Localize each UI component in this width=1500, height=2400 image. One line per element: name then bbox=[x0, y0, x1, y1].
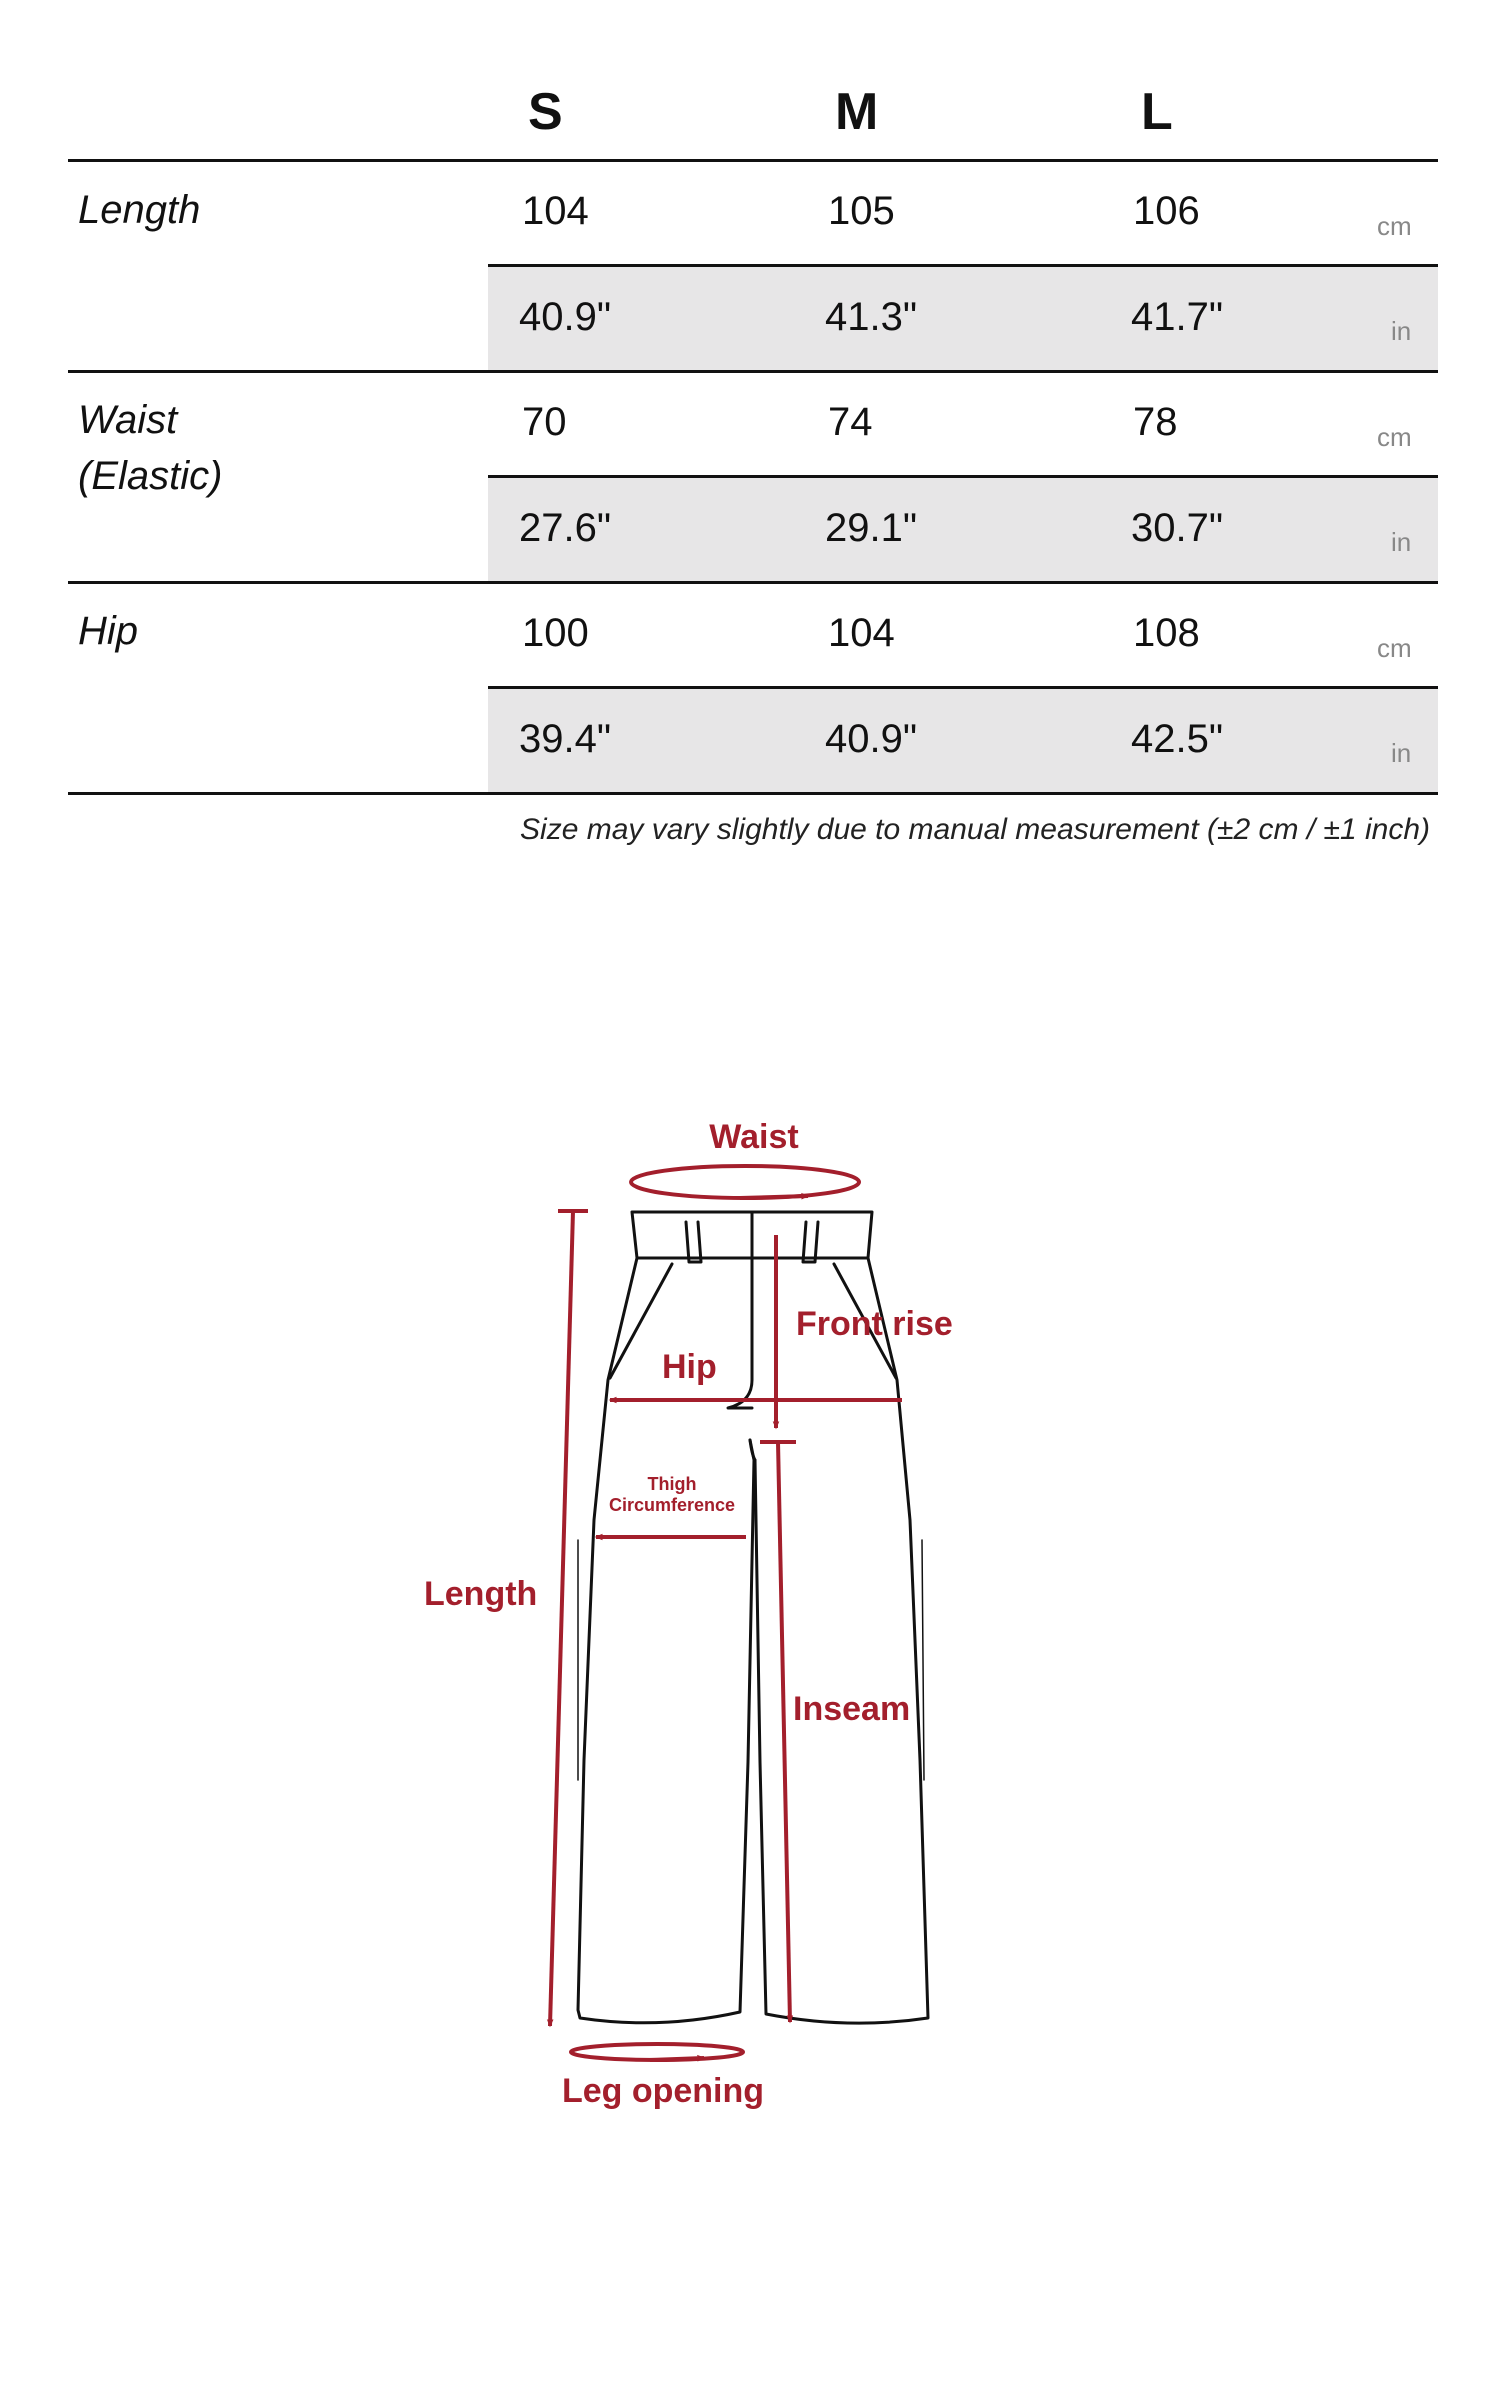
label-inseam: Inseam bbox=[793, 1690, 911, 1728]
hip-s-in: 39.4" bbox=[519, 717, 612, 761]
label-waist: Waist bbox=[709, 1118, 799, 1156]
waist-arrow bbox=[740, 1196, 808, 1198]
table-top-rule bbox=[68, 159, 1438, 162]
waist-s-cm: 70 bbox=[522, 400, 567, 444]
label-hip: Hip bbox=[662, 1348, 717, 1386]
right-seam-line bbox=[922, 1540, 924, 1780]
waist-bottom-rule bbox=[68, 581, 1438, 584]
hip-inch-row-shade bbox=[488, 689, 1438, 792]
length-in-unit: in bbox=[1391, 316, 1412, 346]
inseam-arrow bbox=[778, 1442, 790, 2022]
length-m-cm: 105 bbox=[828, 189, 895, 233]
measurement-note: Size may vary slightly due to manual measurement (±2 cm / ±1 inch) bbox=[520, 813, 1430, 846]
crotch bbox=[750, 1440, 755, 1460]
length-bottom-rule bbox=[68, 370, 1438, 373]
pants-measurement-diagram bbox=[0, 1080, 1500, 2180]
hip-m-cm: 104 bbox=[828, 611, 895, 655]
length-l-cm: 106 bbox=[1133, 189, 1200, 233]
row-label-length: Length bbox=[78, 188, 201, 232]
hip-in-unit: in bbox=[1391, 738, 1412, 768]
hip-m-in: 40.9" bbox=[825, 717, 918, 761]
length-m-in: 41.3" bbox=[825, 295, 918, 339]
hip-s-cm: 100 bbox=[522, 611, 589, 655]
waist-loop bbox=[631, 1166, 859, 1198]
length-s-cm: 104 bbox=[522, 189, 589, 233]
leg-opening-arrow bbox=[650, 2058, 704, 2060]
size-header-s: S bbox=[528, 83, 563, 141]
waist-m-in: 29.1" bbox=[825, 506, 918, 550]
row-label-hip: Hip bbox=[78, 609, 139, 653]
left-belt-loop bbox=[686, 1222, 701, 1262]
waist-cm-unit: cm bbox=[1377, 422, 1412, 452]
waist-m-cm: 74 bbox=[828, 400, 873, 444]
length-arrow bbox=[550, 1211, 573, 2026]
size-chart-table bbox=[0, 0, 1500, 880]
waist-s-in: 27.6" bbox=[519, 506, 612, 550]
label-front-rise: Front rise bbox=[796, 1305, 953, 1343]
waist-in-unit: in bbox=[1391, 527, 1412, 557]
length-cm-unit: cm bbox=[1377, 211, 1412, 241]
label-length: Length bbox=[424, 1575, 538, 1613]
table-bottom-rule bbox=[68, 792, 1438, 795]
length-l-in: 41.7" bbox=[1131, 295, 1224, 339]
measurement-markers bbox=[550, 1166, 902, 2060]
size-header-l: L bbox=[1141, 83, 1173, 141]
length-inch-row-shade bbox=[488, 267, 1438, 370]
length-s-in: 40.9" bbox=[519, 295, 612, 339]
label-leg-opening: Leg opening bbox=[561, 2072, 765, 2110]
size-header-m: M bbox=[835, 83, 879, 141]
row-label-waist: Waist (Elastic) bbox=[78, 398, 223, 498]
fly-curve bbox=[728, 1258, 752, 1408]
hip-cm-unit: cm bbox=[1377, 633, 1412, 663]
hip-l-cm: 108 bbox=[1133, 611, 1200, 655]
waist-inch-row-shade bbox=[488, 478, 1438, 581]
label-thigh-line2: Circumference bbox=[608, 1495, 736, 1515]
right-belt-loop bbox=[803, 1222, 818, 1262]
hip-l-in: 42.5" bbox=[1131, 717, 1224, 761]
waist-l-in: 30.7" bbox=[1131, 506, 1224, 550]
waist-l-cm: 78 bbox=[1133, 400, 1178, 444]
leg-opening-loop bbox=[571, 2044, 743, 2060]
label-thigh-line1: Thigh bbox=[647, 1474, 697, 1494]
